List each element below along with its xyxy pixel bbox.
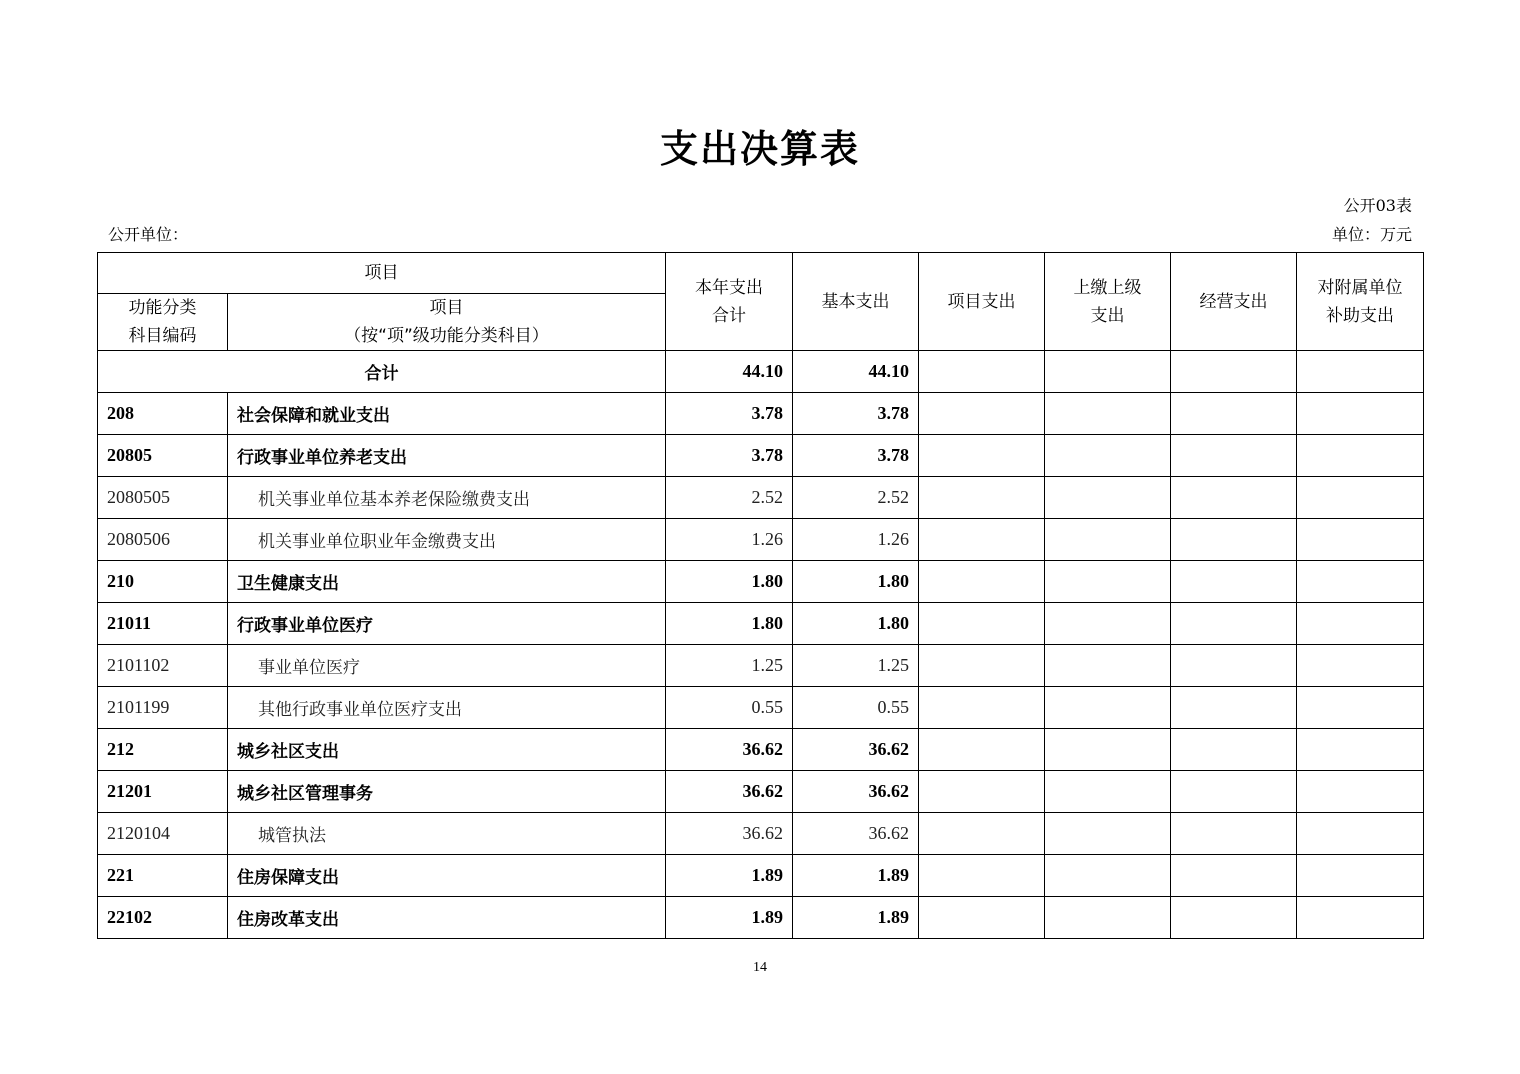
row-business [1171, 477, 1297, 519]
row-name: 城乡社区支出 [228, 729, 666, 771]
header-basic: 基本支出 [793, 253, 919, 351]
row-name: 行政事业单位养老支出 [228, 435, 666, 477]
row-total: 1.80 [666, 603, 793, 645]
header-total: 本年支出 合计 [666, 253, 793, 351]
row-project [919, 435, 1045, 477]
row-total: 1.89 [666, 855, 793, 897]
row-business [1171, 393, 1297, 435]
table-row [98, 771, 1424, 813]
row-basic: 36.62 [793, 813, 919, 855]
header-business: 经营支出 [1171, 253, 1297, 351]
total-subsidy [1297, 351, 1424, 393]
row-code: 2101199 [98, 687, 228, 729]
row-name: 社会保障和就业支出 [228, 393, 666, 435]
row-code: 21201 [98, 771, 228, 813]
row-subsidy [1297, 603, 1424, 645]
row-name: 其他行政事业单位医疗支出 [228, 687, 666, 729]
row-business [1171, 603, 1297, 645]
row-basic: 3.78 [793, 435, 919, 477]
page-title: 支出决算表 [659, 127, 860, 171]
row-project [919, 855, 1045, 897]
header-code: 功能分类 科目编码 [98, 294, 228, 351]
row-name: 住房保障支出 [228, 855, 666, 897]
table-row [98, 561, 1424, 603]
row-business [1171, 729, 1297, 771]
row-subsidy [1297, 687, 1424, 729]
total-row [98, 351, 1424, 393]
row-subsidy [1297, 393, 1424, 435]
row-name: 卫生健康支出 [228, 561, 666, 603]
row-project [919, 687, 1045, 729]
table-row [98, 855, 1424, 897]
row-project [919, 393, 1045, 435]
row-business [1171, 897, 1297, 939]
row-basic: 3.78 [793, 393, 919, 435]
header-subsidy: 对附属单位 补助支出 [1297, 253, 1424, 351]
row-total: 1.26 [666, 519, 793, 561]
row-basic: 36.62 [793, 729, 919, 771]
row-upper [1045, 855, 1171, 897]
row-upper [1045, 561, 1171, 603]
row-code: 2080506 [98, 519, 228, 561]
total-basic: 44.10 [793, 351, 919, 393]
row-business [1171, 813, 1297, 855]
table-row [98, 645, 1424, 687]
row-total: 3.78 [666, 435, 793, 477]
table-row [98, 729, 1424, 771]
row-project [919, 813, 1045, 855]
row-upper [1045, 435, 1171, 477]
row-basic: 1.89 [793, 897, 919, 939]
row-total: 36.62 [666, 771, 793, 813]
total-project [919, 351, 1045, 393]
row-total: 1.89 [666, 897, 793, 939]
form-number: 公开03表 [1343, 196, 1412, 215]
header-upper: 上缴上级 支出 [1045, 253, 1171, 351]
row-name: 城乡社区管理事务 [228, 771, 666, 813]
row-code: 2101102 [98, 645, 228, 687]
row-code: 210 [98, 561, 228, 603]
row-project [919, 729, 1045, 771]
expenditure-table [97, 252, 1424, 939]
row-total: 36.62 [666, 729, 793, 771]
row-project [919, 771, 1045, 813]
row-basic: 1.89 [793, 855, 919, 897]
row-total: 3.78 [666, 393, 793, 435]
row-upper [1045, 477, 1171, 519]
row-subsidy [1297, 813, 1424, 855]
table-row [98, 687, 1424, 729]
row-name: 机关事业单位职业年金缴费支出 [228, 519, 666, 561]
row-upper [1045, 393, 1171, 435]
row-code: 221 [98, 855, 228, 897]
row-project [919, 645, 1045, 687]
row-basic: 1.80 [793, 603, 919, 645]
row-project [919, 477, 1045, 519]
row-name: 城管执法 [228, 813, 666, 855]
row-subsidy [1297, 855, 1424, 897]
total-business [1171, 351, 1297, 393]
row-total: 2.52 [666, 477, 793, 519]
row-name: 事业单位医疗 [228, 645, 666, 687]
row-total: 0.55 [666, 687, 793, 729]
page-number: 14 [753, 960, 767, 975]
row-code: 208 [98, 393, 228, 435]
row-business [1171, 519, 1297, 561]
row-upper [1045, 687, 1171, 729]
row-upper [1045, 813, 1171, 855]
table-row [98, 603, 1424, 645]
table-row [98, 813, 1424, 855]
table-row [98, 393, 1424, 435]
row-code: 212 [98, 729, 228, 771]
row-project [919, 561, 1045, 603]
row-project [919, 603, 1045, 645]
table-row [98, 435, 1424, 477]
row-upper [1045, 645, 1171, 687]
row-name: 机关事业单位基本养老保险缴费支出 [228, 477, 666, 519]
row-subsidy [1297, 897, 1424, 939]
row-basic: 1.25 [793, 645, 919, 687]
row-subsidy [1297, 435, 1424, 477]
row-basic: 0.55 [793, 687, 919, 729]
row-business [1171, 561, 1297, 603]
row-project [919, 519, 1045, 561]
total-upper [1045, 351, 1171, 393]
row-subsidy [1297, 519, 1424, 561]
row-code: 2120104 [98, 813, 228, 855]
row-basic: 1.26 [793, 519, 919, 561]
row-code: 21011 [98, 603, 228, 645]
row-upper [1045, 603, 1171, 645]
row-code: 20805 [98, 435, 228, 477]
row-basic: 36.62 [793, 771, 919, 813]
total-label: 合计 [98, 351, 666, 393]
row-upper [1045, 897, 1171, 939]
table-row [98, 897, 1424, 939]
row-business [1171, 645, 1297, 687]
row-subsidy [1297, 729, 1424, 771]
row-total: 36.62 [666, 813, 793, 855]
row-business [1171, 687, 1297, 729]
row-code: 2080505 [98, 477, 228, 519]
row-upper [1045, 729, 1171, 771]
table-row [98, 519, 1424, 561]
row-total: 1.80 [666, 561, 793, 603]
row-business [1171, 435, 1297, 477]
row-basic: 2.52 [793, 477, 919, 519]
row-upper [1045, 771, 1171, 813]
row-code: 22102 [98, 897, 228, 939]
row-upper [1045, 519, 1171, 561]
reporting-unit-label: 公开单位： [108, 225, 189, 244]
table-row [98, 477, 1424, 519]
header-project: 项目支出 [919, 253, 1045, 351]
header-name: 项目 （按“项”级功能分类科目） [228, 294, 666, 351]
row-total: 1.25 [666, 645, 793, 687]
row-name: 行政事业单位医疗 [228, 603, 666, 645]
row-basic: 1.80 [793, 561, 919, 603]
row-subsidy [1297, 561, 1424, 603]
row-subsidy [1297, 477, 1424, 519]
header-item-group: 项目 [98, 253, 666, 294]
row-subsidy [1297, 771, 1424, 813]
currency-unit-label: 单位：万元 [1331, 225, 1412, 244]
row-project [919, 897, 1045, 939]
row-business [1171, 855, 1297, 897]
row-business [1171, 771, 1297, 813]
total-amount: 44.10 [666, 351, 793, 393]
row-name: 住房改革支出 [228, 897, 666, 939]
row-subsidy [1297, 645, 1424, 687]
